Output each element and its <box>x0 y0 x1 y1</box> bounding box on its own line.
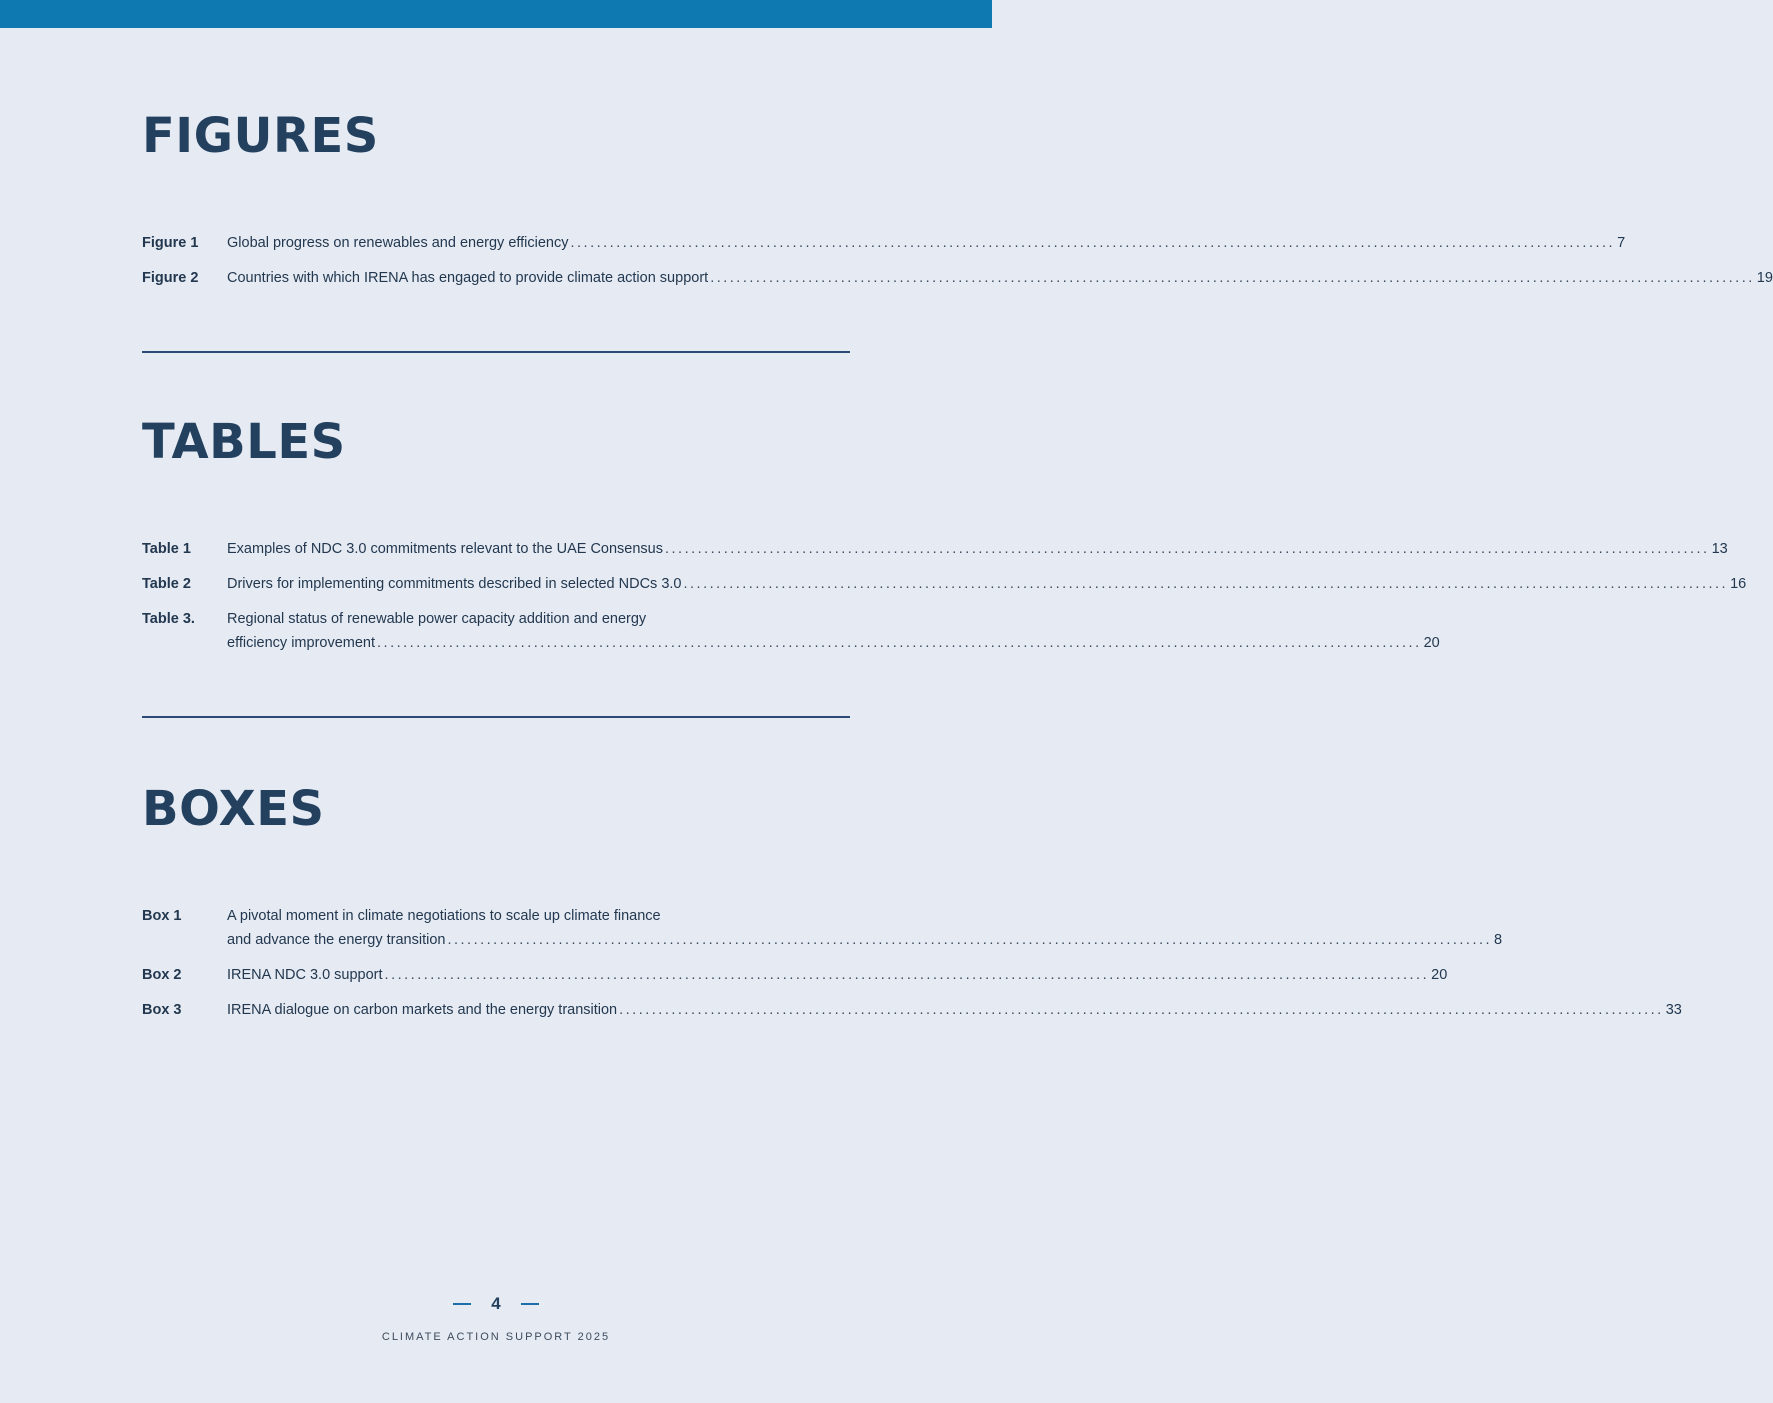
entry-body <box>227 266 1773 290</box>
entry-page-number[interactable]: 19 <box>1756 270 1773 286</box>
entry-page-number[interactable]: 20 <box>1423 635 1440 651</box>
entry-title: and advance the energy transition <box>227 932 446 948</box>
entry-title: IRENA NDC 3.0 support <box>227 967 383 983</box>
dot-leader: ................................................................................................................................................................ <box>619 1002 1664 1018</box>
boxes-list <box>142 904 1682 1033</box>
dot-leader: ................................................................................................................................................................ <box>447 932 1493 948</box>
entry-label: Table 2 <box>142 576 191 592</box>
figures-heading: FIGURES <box>142 108 379 164</box>
right-dash <box>521 1303 539 1305</box>
figures-list <box>142 231 1773 301</box>
entry-line <box>227 231 1626 255</box>
entry-line <box>227 572 1747 596</box>
entry-title: Examples of NDC 3.0 commitments relevant to the UAE Consensus <box>227 541 663 557</box>
dot-leader: ................................................................................................................................................................ <box>664 541 1710 557</box>
toc-entry[interactable] <box>142 266 1773 290</box>
entry-line <box>227 537 1728 561</box>
entry-label: Figure 1 <box>142 235 199 251</box>
tables-list <box>142 537 1747 666</box>
entry-line <box>227 266 1773 290</box>
entry-line <box>227 928 1503 952</box>
entry-body <box>227 537 1728 561</box>
toc-entry[interactable] <box>142 998 1682 1022</box>
entry-label: Box 3 <box>142 1002 182 1018</box>
entry-label: Table 1 <box>142 541 191 557</box>
entry-page-number[interactable]: 33 <box>1665 1002 1682 1018</box>
entry-body <box>227 231 1626 255</box>
entry-label: Figure 2 <box>142 270 199 286</box>
entry-line <box>227 998 1682 1022</box>
entry-title: Countries with which IRENA has engaged to provide climate action support <box>227 270 709 286</box>
entry-title: A pivotal moment in climate negotiations to scale up climate finance <box>227 908 661 924</box>
entry-label: Table 3. <box>142 611 195 627</box>
entry-body <box>227 963 1448 987</box>
entry-page-number[interactable]: 8 <box>1494 932 1503 948</box>
entry-title: Drivers for implementing commitments described in selected NDCs 3.0 <box>227 576 682 592</box>
section-divider <box>142 716 850 718</box>
entry-line <box>227 631 1440 655</box>
dot-leader: ................................................................................................................................................................ <box>377 635 1422 651</box>
publication-title: CLIMATE ACTION SUPPORT 2025 <box>381 1331 611 1343</box>
entry-body <box>227 607 1440 655</box>
tables-heading: TABLES <box>142 414 346 470</box>
entry-title: efficiency improvement <box>227 635 376 651</box>
section-divider <box>142 351 850 353</box>
entry-label: Box 1 <box>142 908 182 924</box>
toc-entry[interactable] <box>142 963 1448 987</box>
entry-page-number[interactable]: 16 <box>1730 576 1747 592</box>
dot-leader: ................................................................................................................................................................ <box>683 576 1729 592</box>
toc-entry[interactable] <box>142 904 1503 952</box>
entry-title: Regional status of renewable power capacity addition and energy <box>227 611 647 627</box>
toc-entry[interactable] <box>142 607 1440 655</box>
toc-entry[interactable] <box>142 572 1747 596</box>
dot-leader: ................................................................................................................................................................ <box>570 235 1616 251</box>
left-dash <box>453 1303 471 1305</box>
entry-line <box>227 963 1448 987</box>
entry-line <box>227 904 850 928</box>
top-color-bar <box>0 0 992 28</box>
page-number: 4 <box>491 1294 501 1313</box>
dot-leader: ................................................................................................................................................................ <box>384 967 1430 983</box>
entry-page-number[interactable]: 20 <box>1431 967 1448 983</box>
entry-label: Box 2 <box>142 967 182 983</box>
entry-body <box>227 904 1503 952</box>
toc-entry[interactable] <box>142 231 1626 255</box>
entry-page-number[interactable]: 13 <box>1711 541 1728 557</box>
entry-body <box>227 998 1682 1022</box>
entry-body <box>227 572 1747 596</box>
entry-page-number[interactable]: 7 <box>1617 235 1626 251</box>
toc-entry[interactable] <box>142 537 1728 561</box>
entry-title: IRENA dialogue on carbon markets and the energy transition <box>227 1002 618 1018</box>
boxes-heading: BOXES <box>142 781 325 837</box>
entry-line <box>227 607 850 631</box>
entry-title: Global progress on renewables and energy efficiency <box>227 235 569 251</box>
dot-leader: ................................................................................................................................................................ <box>710 270 1755 286</box>
page-number-row <box>0 1294 992 1314</box>
